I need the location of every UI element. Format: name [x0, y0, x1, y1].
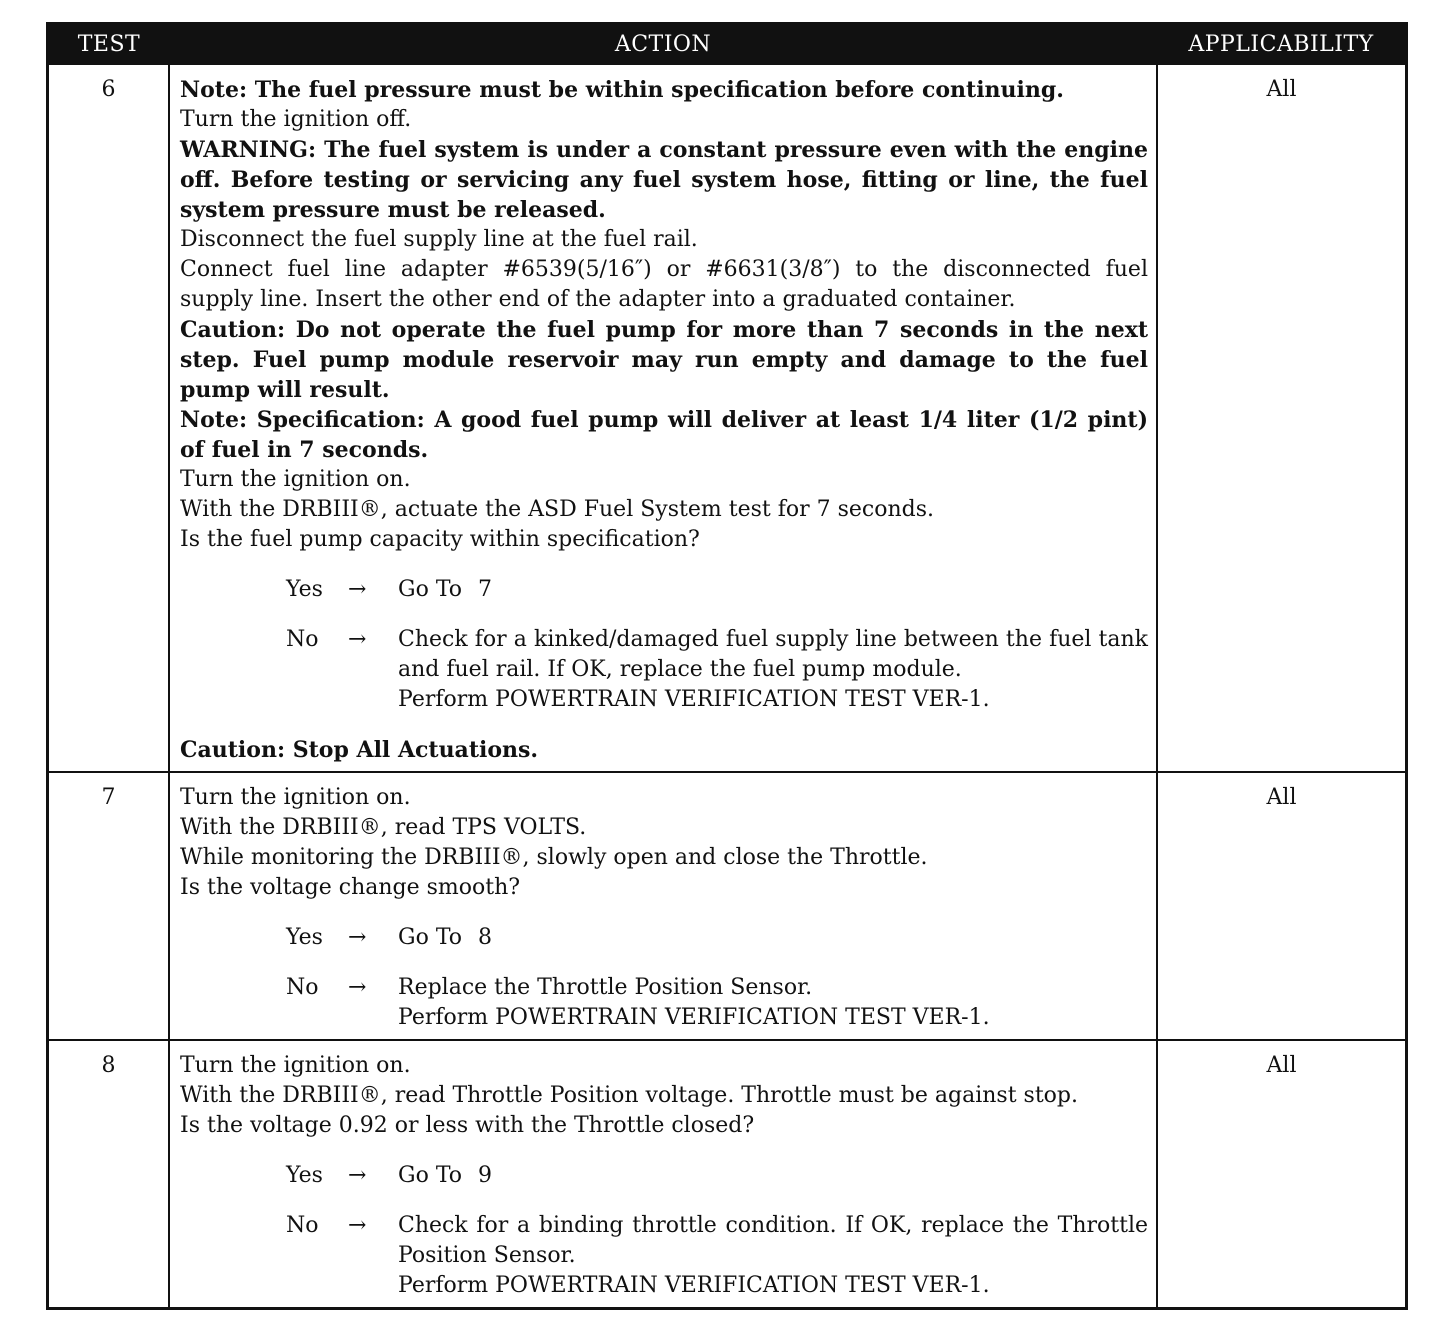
yes-branch — [286, 1161, 1148, 1191]
test-number: 6 — [49, 64, 169, 772]
header-action: ACTION — [169, 25, 1157, 64]
applicability-value: All — [1157, 64, 1405, 772]
step-line: While monitoring the DRBIII®, slowly open and close the Throttle. — [180, 845, 928, 870]
step-line: Turn the ignition off. — [180, 107, 412, 132]
step-line: Disconnect the fuel supply line at the fuel rail. — [180, 227, 698, 252]
go-to-number: 7 — [478, 577, 493, 602]
applicability-value: All — [1157, 772, 1405, 1040]
caution-footer: Caution: Stop All Actuations. — [180, 737, 539, 763]
question-line: Is the voltage change smooth? — [180, 875, 521, 900]
no-action-text: Check for a binding throttle condition. If OK, replace the Throttle Position Sensor. — [398, 1213, 1148, 1268]
question-line: Is the fuel pump capacity within specification? — [180, 527, 700, 552]
no-label: No — [286, 975, 319, 1000]
step-line: Connect fuel line adapter #6539(5/16″) or #6631(3/8″) to the disconnected fuel supply line. Insert the other end of the adapter into a graduated container. — [180, 257, 1148, 312]
verification-text: Perform POWERTRAIN VERIFICATION TEST VER-1. — [398, 1273, 990, 1298]
step-line: Turn the ignition on. — [180, 467, 411, 492]
arrow-icon: → — [348, 627, 367, 652]
caution-line: Caution: Do not operate the fuel pump for more than 7 seconds in the next step. Fuel pump module reservoir may run empty and damage to the fuel pump will result. — [180, 317, 1148, 403]
no-branch — [286, 625, 1148, 715]
table-row-test-7 — [49, 772, 1405, 1040]
step-line: With the DRBIII®, read Throttle Position voltage. Throttle must be against stop. — [180, 1083, 1078, 1108]
go-to-text: Go To — [398, 925, 463, 950]
table-row-test-6 — [49, 64, 1405, 772]
note-line: Note: Specification: A good fuel pump will deliver at least 1/4 liter (1/2 pint) of fuel in 7 seconds. — [180, 407, 1148, 463]
go-to-text: Go To — [398, 1163, 463, 1188]
step-line: Turn the ignition on. — [180, 1053, 411, 1078]
verification-text: Perform POWERTRAIN VERIFICATION TEST VER-1. — [398, 687, 990, 712]
verification-text: Perform POWERTRAIN VERIFICATION TEST VER-1. — [398, 1005, 990, 1030]
arrow-icon: → — [348, 975, 367, 1000]
step-line: With the DRBIII®, read TPS VOLTS. — [180, 815, 587, 840]
warning-line: WARNING: The fuel system is under a constant pressure even with the engine off. Before testing or servicing any fuel system hose, fitting or line, the fuel system pressure must be released. — [180, 137, 1148, 223]
arrow-icon: → — [348, 1213, 367, 1238]
action-cell — [169, 1040, 1157, 1307]
no-branch — [286, 973, 1148, 1033]
arrow-icon: → — [348, 925, 367, 950]
arrow-icon: → — [348, 1163, 367, 1188]
yes-label: Yes — [286, 1163, 323, 1188]
no-label: No — [286, 1213, 319, 1238]
test-number: 8 — [49, 1040, 169, 1307]
go-to-text: Go To — [398, 577, 463, 602]
action-cell — [169, 772, 1157, 1040]
table-header-row — [49, 25, 1405, 64]
yes-branch — [286, 575, 1148, 605]
step-line: With the DRBIII®, actuate the ASD Fuel System test for 7 seconds. — [180, 497, 935, 522]
yes-label: Yes — [286, 577, 323, 602]
test-number: 7 — [49, 772, 169, 1040]
no-label: No — [286, 627, 319, 652]
applicability-value: All — [1157, 1040, 1405, 1307]
go-to-number: 8 — [478, 925, 493, 950]
no-action-text: Replace the Throttle Position Sensor. — [398, 975, 813, 1000]
yes-label: Yes — [286, 925, 323, 950]
action-cell — [169, 64, 1157, 772]
step-line: Turn the ignition on. — [180, 785, 411, 810]
yes-branch — [286, 923, 1148, 953]
go-to-number: 9 — [478, 1163, 493, 1188]
no-action-text: Check for a kinked/damaged fuel supply line between the fuel tank and fuel rail. If OK, replace the fuel pump module. — [398, 627, 1148, 682]
header-applicability: APPLICABILITY — [1157, 25, 1405, 64]
diagnostic-table-sheet — [46, 22, 1408, 1310]
question-line: Is the voltage 0.92 or less with the Throttle closed? — [180, 1113, 755, 1138]
table-row-test-8 — [49, 1040, 1405, 1307]
no-branch — [286, 1211, 1148, 1301]
header-test: TEST — [49, 25, 169, 64]
diagnostic-table — [49, 25, 1405, 1307]
arrow-icon: → — [348, 577, 367, 602]
note-line: Note: The fuel pressure must be within specification before continuing. — [180, 77, 1064, 103]
